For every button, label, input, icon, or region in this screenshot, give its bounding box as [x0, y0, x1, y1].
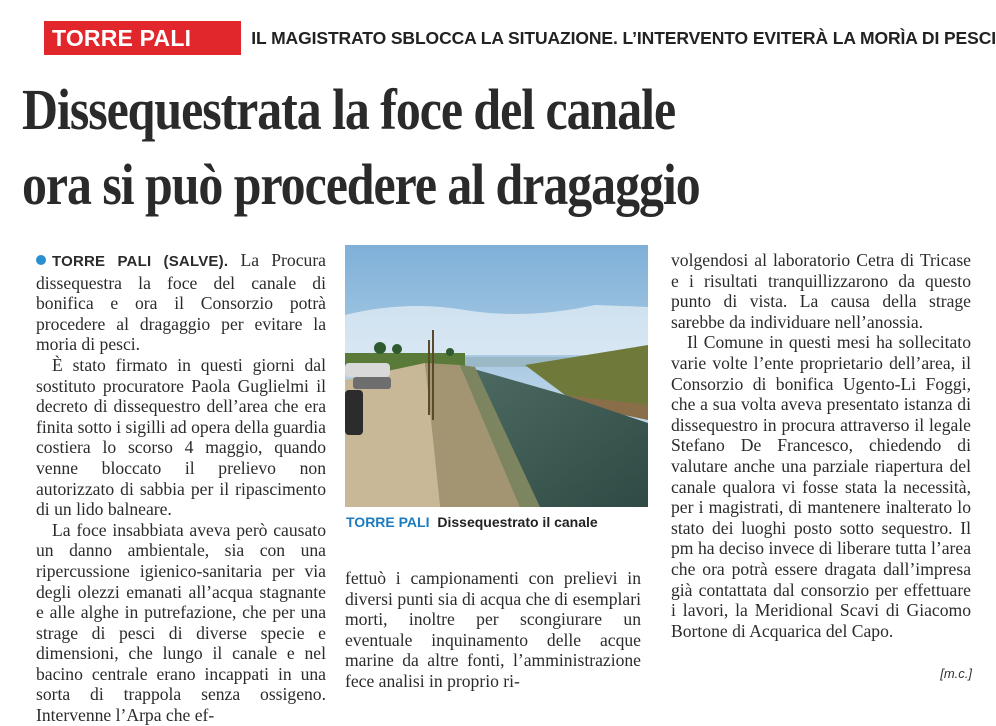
caption-place: TORRE PALI — [346, 514, 430, 530]
article-column-1 — [36, 250, 326, 726]
headline — [22, 72, 848, 222]
caption-text: Dissequestrato il canale — [437, 514, 598, 530]
author-signature: [m.c.] — [940, 666, 972, 681]
paragraph: La foce insabbiata aveva però causato un danno ambientale, sia con una ripercussione igienico-sanitaria per via degli olezzi emanati all’acqua stagnante e alle alghe in putrefazione, che per una strage di pesci di diverse specie e dimensioni, che lungo il canale e nel bacino centrale erano incappati in una sorta di trappola senza ossigeno. Intervenne l’Arpa che ef- — [36, 519, 326, 726]
lead-text: La Procura dissequestra la foce del canale di bonifica e ora il Consorzio potrà procedere al dragaggio per evitare la moria di pesci. — [36, 250, 326, 355]
paragraph: fettuò i campionamenti con prelievi in diversi punti sia di acqua che di esemplari morti, inoltre per scongiurare un eventuale inquinamento delle acque marine da altre fonti, l’amministrazione fece analisi in proprio ri- — [345, 568, 641, 691]
photo-caption — [346, 514, 646, 530]
paragraph: Il Comune in questi mesi ha sollecitato varie volte l’ente proprietario dell’area, il Consorzio di bonifica Ugento-Li Foggi, che a sua volta aveva presentato istanza di dissequestro in procura attraverso il legale Stefano De Francesco, chiedendo di valutare anche una parziale riapertura del canale qualora vi fosse stata la necessità, per i magistrati, di mantenere inalterato lo stato dei luoghi posto sotto sequestro. Il pm ha deciso invece di liberare tutta l’area che ora potrà essere dragata dall’impresa già contattata dal consorzio per effettuare i lavori, la Meridional Scavi di Giacomo Bortone di Acquarica del Capo. — [671, 332, 971, 641]
bullet-dot-icon — [36, 255, 46, 265]
canal-photo — [345, 245, 648, 507]
article-column-2 — [345, 568, 641, 692]
dateline: TORRE PALI (SALVE). — [52, 253, 229, 270]
kicker-subtitle: IL MAGISTRATO SBLOCCA LA SITUAZIONE. L’INTERVENTO EVITERÀ LA MORÌA DI PESCI — [251, 27, 996, 48]
section-label: TORRE PALI (SALVE) — [44, 21, 241, 55]
article-column-3 — [671, 250, 971, 641]
kicker-bar — [44, 21, 996, 79]
headline-line-1: Dissequestrata la foce del canale — [22, 77, 676, 142]
paragraph: volgendosi al laboratorio Cetra di Tricase e i risultati tranquillizzarono da questo punto di vista. La causa della strage sarebbe da individuare nell’anossia. — [671, 250, 971, 332]
lead-paragraph — [36, 250, 326, 355]
headline-line-2: ora si può procedere al dragaggio — [22, 152, 700, 217]
paragraph: È stato firmato in questi giorni dal sostituto procuratore Paola Guglielmi il decreto di dissequestro dell’area che era finita sotto i sigilli ad opera della guardia costiera lo scorso 4 maggio, quando venne bloccato il prelievo non autorizzato di sabbia per il ripascimento di un lido balneare. — [36, 354, 326, 520]
